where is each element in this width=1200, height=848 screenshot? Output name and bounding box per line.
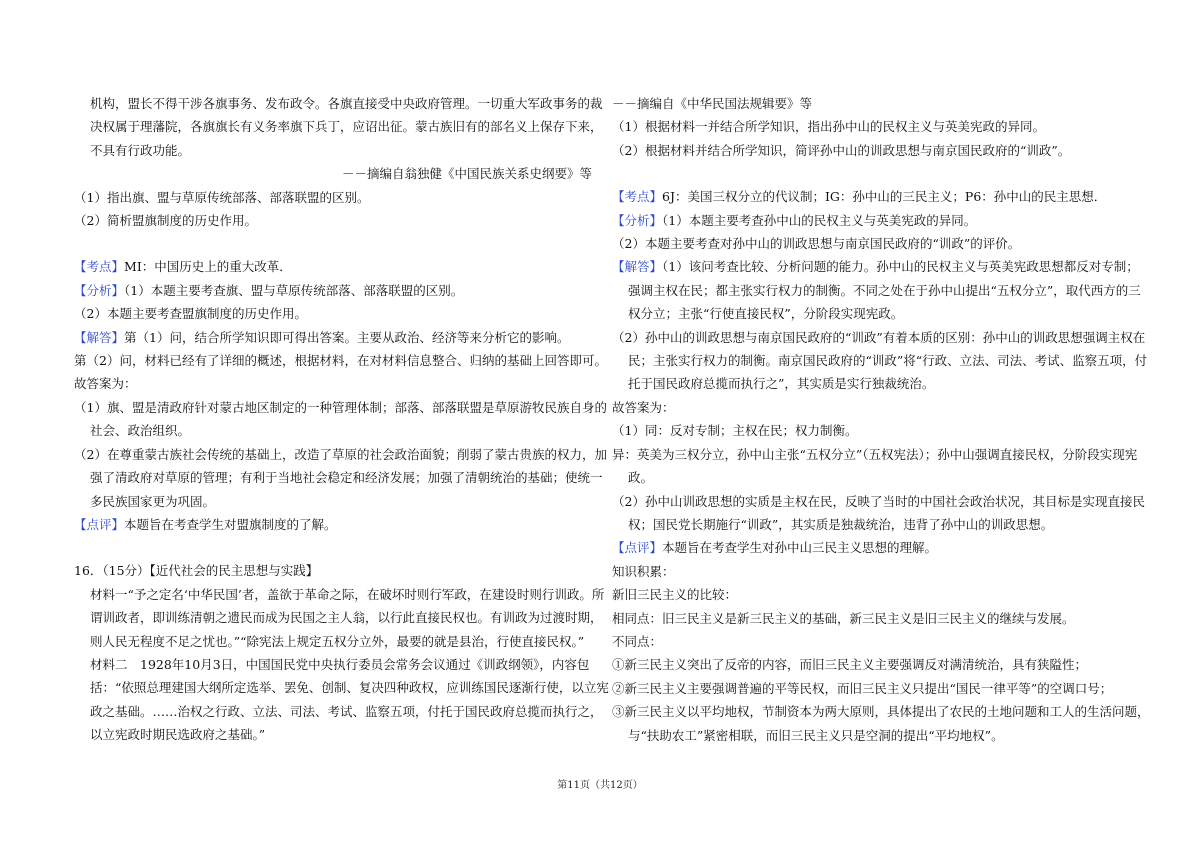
line-text: ③新三民主义以平均地权，节制资本为两大原则，具体提出了农民的土地问题和工人的生活问题， — [612, 704, 1150, 720]
text-line — [74, 162, 594, 185]
section-tag: 【解答】 — [612, 259, 663, 275]
line-text: 与“扶助农工”紧密相联，而旧三民主义只是空洞的提出“平均地权”。 — [628, 727, 1004, 743]
section-tag: 【考点】 — [612, 189, 663, 205]
line-text: 不具有行政功能。 — [90, 142, 191, 158]
line-text: 本题旨在考查学生对孙中山三民主义思想的理解。 — [662, 540, 938, 556]
text-line — [612, 536, 1132, 559]
text-line — [74, 326, 594, 349]
text-line — [74, 513, 594, 536]
text-line — [612, 115, 1132, 138]
line-text: 材料一“予之定名‘中华民国’者，盖欲于革命之际，在破坏时则行军政，在建设时则行训政。所 — [90, 586, 605, 602]
text-line — [612, 372, 1132, 395]
line-text: MI：中国历史上的重大改革． — [124, 259, 292, 275]
text-line — [74, 583, 605, 606]
text-line — [74, 653, 594, 676]
line-text: 权；国民党长期施行“训政”，其实质是独裁统治，违背了孙中山的训政思想。 — [628, 516, 1054, 532]
text-line — [612, 396, 1132, 419]
line-text: （1）根据材料一并结合所学知识，指出孙中山的民权主义与英美宪政的异同。 — [612, 119, 1045, 135]
text-line — [612, 302, 1132, 325]
line-text: 材料二 1928年10月3日，中国国民党中央执行委员会常务会议通过《训政纲领》，内容包 — [90, 656, 590, 672]
text-line — [612, 607, 1132, 630]
line-text: 不同点： — [612, 633, 663, 649]
text-line — [612, 630, 1132, 653]
line-text: 民；主张实行权力的制衡。南京国民政府的“训政”将“行政、立法、司法、考试、监察五项，付 — [628, 353, 1148, 369]
section-tag: 【解答】 — [74, 329, 125, 345]
text-line — [612, 349, 1148, 372]
text-line — [612, 443, 1138, 466]
section-tag: 【点评】 — [74, 516, 125, 532]
line-text: 机构，盟长不得干涉各旗事务、发布政令。各旗直接受中央政府管理。一切重大军政事务的裁 — [90, 96, 603, 111]
text-line — [74, 139, 594, 162]
text-line — [74, 92, 603, 115]
text-line — [74, 372, 594, 395]
text-line — [612, 326, 1146, 349]
line-text: 第（1）问，结合所学知识即可得出答案。主要从政治、经济等来分析它的影响。 — [124, 329, 570, 345]
section-tag: 【点评】 — [612, 540, 663, 556]
line-text: 决权属于理藩院，各旗旗长有义务率旗下兵丁，应诏出征。蒙古族旧有的部名义上保存下来， — [90, 119, 603, 135]
line-text: （1）本题主要考查孙中山的民权主义与英美宪政的异同。 — [662, 212, 977, 228]
text-line — [612, 419, 1132, 442]
text-line — [612, 279, 1141, 302]
line-text: （2）孙中山的训政思想与南京国民政府的“训政”有着本质的区别：孙中山的训政思想强调主权在 — [612, 329, 1146, 345]
line-text: －－摘编自翁独健《中国民族关系史纲要》等 — [341, 166, 592, 182]
text-line — [612, 513, 1132, 536]
text-line — [74, 630, 594, 653]
text-line — [612, 583, 1132, 606]
text-line — [612, 255, 1139, 278]
line-text: （1）该问考查比较、分析问题的能力。孙中山的民权主义与英美宪政思想都反对专制； — [662, 259, 1139, 275]
line-text: 相同点：旧三民主义是新三民主义的基础，新三民主义是旧三民主义的继续与发展。 — [612, 610, 1075, 626]
page-footer: 第11页（共12页） — [557, 780, 643, 791]
line-text: 托于国民政府总揽而执行之”，其实质是实行独裁统治。 — [628, 376, 935, 392]
left-column — [74, 92, 609, 747]
line-text: （2）本题主要考查对孙中山的训政思想与南京国民政府的“训政”的评价。 — [612, 236, 1021, 252]
text-line — [612, 92, 1132, 115]
line-text: 本题旨在考查学生对盟旗制度的了解。 — [124, 516, 337, 532]
line-text: （1）旗、盟是清政府针对蒙古地区制定的一种管理体制；部落、部落联盟是草原游牧民族自身的 — [74, 399, 607, 415]
line-text: 社会、政治组织。 — [90, 423, 191, 439]
line-text: ②新三民主义主要强调普遍的平等民权，而旧三民主义只提出“国民一律平等”的空调口号； — [612, 680, 1113, 696]
text-line — [74, 700, 603, 723]
text-line — [74, 466, 603, 489]
spacer — [74, 536, 594, 559]
line-text: 故答案为： — [74, 376, 137, 392]
text-line — [612, 560, 1132, 583]
text-line — [74, 349, 607, 372]
text-line — [612, 700, 1150, 723]
text-line — [74, 443, 607, 466]
text-line — [612, 490, 1145, 513]
text-line — [74, 419, 594, 442]
text-line — [612, 466, 1132, 489]
text-line — [74, 396, 607, 419]
text-line — [74, 279, 594, 302]
line-text: （1）指出旗、盟与草原传统部落、部落联盟的区别。 — [74, 189, 370, 205]
spacer — [612, 162, 1132, 185]
text-line — [74, 490, 594, 513]
line-text: （2）本题主要考查盟旗制度的历史作用。 — [74, 306, 307, 322]
text-line — [74, 302, 594, 325]
line-text: 故答案为： — [612, 399, 675, 415]
section-tag: 【考点】 — [74, 259, 125, 275]
line-text: 第（2）问，材料已经有了详细的概述，根据材料，在对材料信息整合、归纳的基础上回答即可。 — [74, 353, 607, 369]
right-column — [612, 92, 1150, 747]
line-text: 16．（15分）【近代社会的民主思想与实践】 — [74, 563, 319, 579]
text-line — [612, 232, 1132, 255]
line-text: （2）孙中山训政思想的实质是主权在民，反映了当时的中国社会政治状况，其目标是实现直接民 — [612, 493, 1145, 509]
line-text: 异：英美为三权分立，孙中山主张“五权分立”（五权宪法）；孙中山强调直接民权，分阶段实现宪 — [612, 446, 1138, 462]
text-line — [612, 185, 1132, 208]
line-text: （2）在尊重蒙古族社会传统的基础上，改造了草原的社会政治面貌；削弱了蒙古贵族的权力，加 — [74, 446, 607, 462]
text-line — [74, 115, 603, 138]
line-text: 6J：美国三权分立的代议制；IG：孙中山的三民主义；P6：孙中山的民主思想． — [662, 189, 1107, 205]
text-line — [612, 724, 1132, 747]
line-text: （1）本题主要考查旗、盟与草原传统部落、部落联盟的区别。 — [124, 282, 464, 298]
line-text: 强了清政府对草原的管理；有利于当地社会稳定和经济发展；加强了清朝统治的基础；使统一 — [90, 470, 603, 486]
line-text: （2）简析盟旗制度的历史作用。 — [74, 213, 257, 229]
text-line — [612, 653, 1132, 676]
text-line — [74, 606, 603, 629]
line-text: （1）同：反对专制；主权在民；权力制衡。 — [612, 423, 858, 439]
line-text: 政之基础。……治权之行政、立法、司法、考试、监察五项，付托于国民政府总揽而执行之， — [90, 703, 603, 719]
line-text: ①新三民主义突出了反帝的内容，而旧三民主义主要强调反对满清统治，具有狭隘性； — [612, 657, 1088, 673]
line-text: 谓训政者，即训练清朝之遗民而成为民国之主人翁，以行此直接民权也。有训政为过渡时期， — [90, 610, 603, 626]
text-line — [74, 676, 609, 699]
text-line — [612, 677, 1132, 700]
line-text: 权分立；主张“行使直接民权”，分阶段实现宪政。 — [628, 306, 904, 322]
spacer — [74, 232, 594, 255]
line-text: 知识积累： — [612, 563, 675, 579]
line-text: 强调主权在民；都主张实行权力的制衡。不同之处在于孙中山提出“五权分立”，取代西方的三 — [628, 282, 1141, 298]
text-line — [74, 559, 594, 582]
line-text: 新旧三民主义的比较： — [612, 587, 738, 603]
line-text: 政。 — [628, 470, 654, 486]
section-tag: 【分析】 — [612, 212, 663, 228]
text-line — [612, 139, 1132, 162]
line-text: 多民族国家更为巩固。 — [90, 493, 216, 509]
text-line — [74, 255, 594, 278]
text-line — [74, 186, 594, 209]
line-text: 以立宪政时期民选政府之基础。” — [90, 727, 266, 743]
line-text: 括：“依照总理建国大纲所定选举、罢免、创制、复决四种政权，应训练国民逐渐行使，以立宪 — [90, 680, 609, 696]
line-text: 则人民无程度不足之忧也。”“除宪法上规定五权分立外，最要的就是县治，行使直接民权。” — [90, 633, 585, 649]
line-text: －－摘编自《中华民国法规辑要》等 — [612, 96, 813, 111]
text-line — [612, 209, 1132, 232]
text-line — [74, 209, 594, 232]
line-text: （2）根据材料并结合所学知识，简评孙中山的训政思想与南京国民政府的“训政”。 — [612, 142, 1071, 158]
section-tag: 【分析】 — [74, 282, 125, 298]
text-line — [74, 723, 594, 746]
